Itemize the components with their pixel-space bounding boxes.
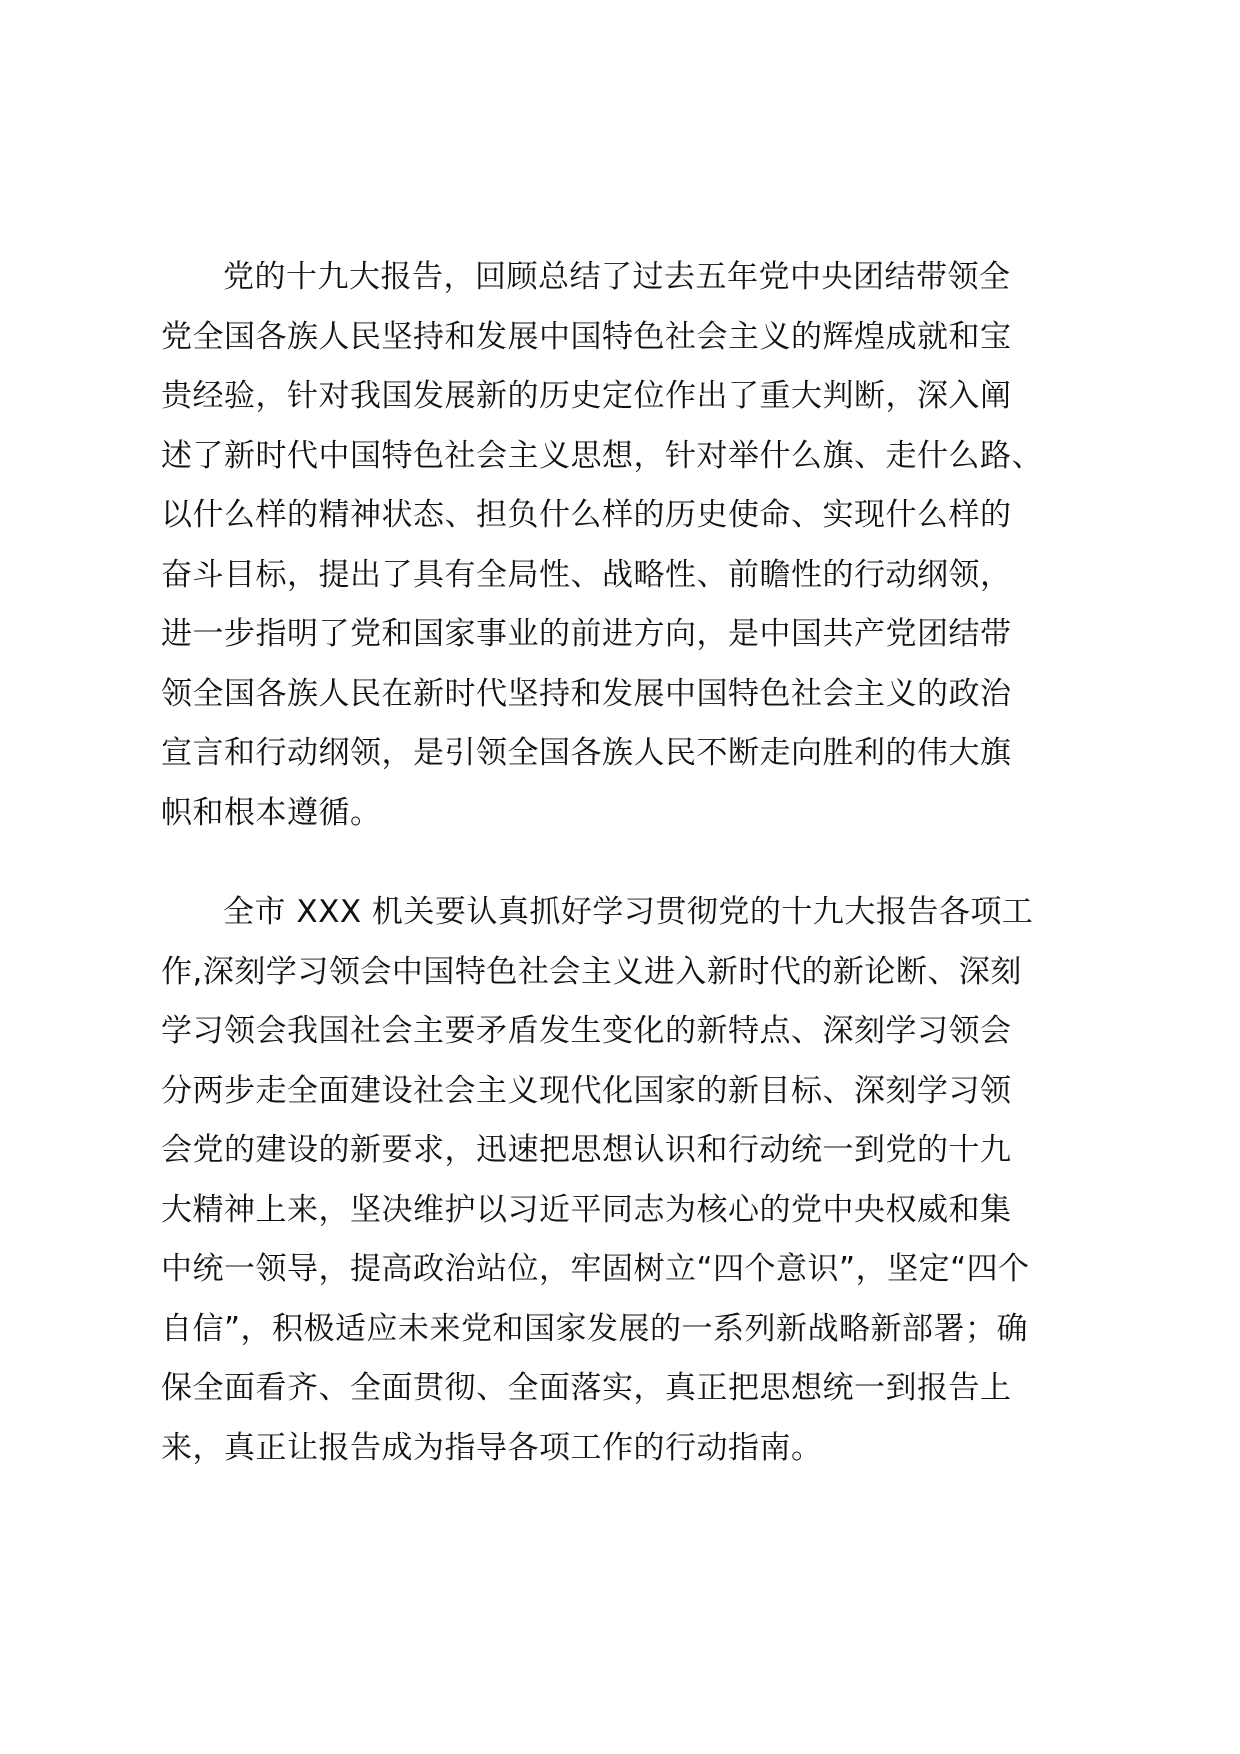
paragraph-line: 大精神上来，坚决维护以习近平同志为核心的党中央权威和集	[161, 1191, 1012, 1228]
document-body	[161, 248, 1081, 1478]
paragraph-line: 作,深刻学习领会中国特色社会主义进入新时代的新论断、深刻	[161, 953, 1022, 990]
paragraph-line: 以什么样的精神状态、担负什么样的历史使命、实现什么样的	[161, 497, 1012, 533]
paragraph-line: 中统一领导，提高政治站位，牢固树立“四个意识”，坚定“四个	[161, 1251, 1030, 1287]
paragraph-line: 分两步走全面建设社会主义现代化国家的新目标、深刻学习领	[161, 1072, 1012, 1109]
paragraph-line: 进一步指明了党和国家事业的前进方向，是中国共产党团结带	[161, 616, 1012, 652]
paragraph-line: 来，真正让报告成为指导各项工作的行动指南。	[161, 1429, 823, 1466]
paragraph-line: 会党的建设的新要求，迅速把思想认识和行动统一到党的十九	[161, 1132, 1012, 1168]
paragraph-line: 帜和根本遵循。	[161, 794, 382, 831]
paragraph-line: 领全国各族人民在新时代坚持和发展中国特色社会主义的政治	[161, 675, 1012, 712]
paragraph-line: 全市 XXX 机关要认真抓好学习贯彻党的十九大报告各项工	[223, 894, 1034, 930]
paragraph-line: 奋斗目标，提出了具有全局性、战略性、前瞻性的行动纲领，	[161, 556, 1012, 593]
paragraph-line: 党的十九大报告，回顾总结了过去五年党中央团结带领全	[223, 259, 1011, 295]
paragraph-line: 宣言和行动纲领，是引领全国各族人民不断走向胜利的伟大旗	[161, 735, 1012, 771]
paragraph-2	[161, 883, 1081, 1478]
paragraph-line: 保全面看齐、全面贯彻、全面落实，真正把思想统一到报告上	[161, 1370, 1012, 1406]
paragraph-line: 贵经验，针对我国发展新的历史定位作出了重大判断，深入阐	[161, 378, 1012, 414]
paragraph-line: 学习领会我国社会主要矛盾发生变化的新特点、深刻学习领会	[161, 1013, 1012, 1049]
paragraph-line: 党全国各族人民坚持和发展中国特色社会主义的辉煌成就和宝	[161, 318, 1012, 355]
paragraph-line: 自信”，积极适应未来党和国家发展的一系列新战略新部署；确	[161, 1310, 1029, 1347]
paragraph-1	[161, 248, 1081, 843]
paragraph-line: 述了新时代中国特色社会主义思想，针对举什么旗、走什么路、	[161, 437, 1043, 474]
